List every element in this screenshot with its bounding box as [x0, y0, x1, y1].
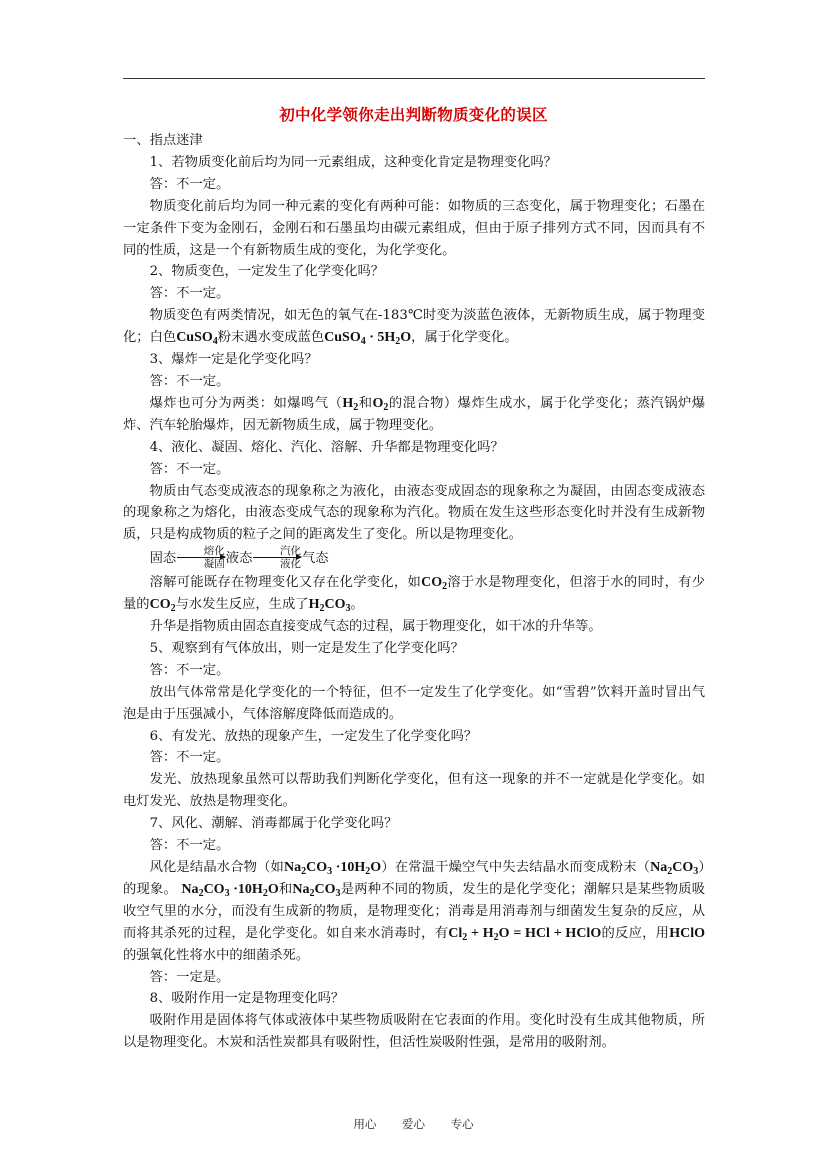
answer-7b: 答：一定是。 — [149, 969, 230, 985]
question-4: 4、液化、凝固、熔化、汽化、溶解、升华都是物理变化吗？ — [149, 439, 504, 455]
formula-co2: $CO_2$ — [149, 597, 176, 615]
formula-hclo: HClO — [669, 925, 706, 941]
answer-1: 答：不一定。 — [149, 176, 230, 192]
formula-na2co3: $Na_2CO_3$ — [292, 881, 341, 899]
formula-na2co3-10h2o: $Na_2CO_3 \cdot 10H_2O$ — [283, 860, 382, 877]
label-liquid: 液态 — [225, 551, 253, 567]
explanation-4: 物质由气态变成液态的现象称之为液化，由液态变成固态的现象称之为凝固，由固态变成液态的现象称之为熔化，由液态变成气态的现象称为汽化。物质在发生这些形态变化时并没有生成新物质，只是构成物质的粒子之间的距离发生了变化。所以是物理变化。 — [123, 483, 705, 543]
question-2: 2、物质变色，一定发生了化学变化吗？ — [149, 264, 385, 280]
sublimation-paragraph: 升华是指物质由固态直接变成气态的过程，属于物理变化，如干冰的升华等。 — [149, 619, 602, 635]
explanation-7: 风化是结晶水合物（如$Na_2CO_3 \cdot 10H_2O$）在常温干燥空气中失去结晶水而变成粉末$(Na_2CO_3)$的现象。 $Na_2CO_3 \cdot 10H_2O$和$Na_2CO_3$是两种不同的物质，发生的是化学变化；潮解只是某些物质吸收空气里的水分，而没有生成新的物质，是物理变化；消毒是用消毒剂与细菌发生复杂的反应，从而将其杀死的过程，是化学变化。如自来水消毒时，有$Cl_2 + H_2O$ = HCl + HClO的反应，用HClO的强氧化性将水中的细菌杀死。 — [123, 860, 706, 963]
arrow-melt-freeze: 熔化 凝固 — [177, 546, 225, 569]
explanation-8: 吸附作用是固体将气体或液体中某些物质吸附在它表面的作用。变化时没有生成其他物质，所以是物理变化。木炭和活性炭都具有吸附性，但活性炭吸附性强，是常用的吸附剂。 — [123, 1013, 705, 1051]
formula-h2co3: $H_2CO_3$ — [308, 597, 351, 615]
answer-3: 答：不一定。 — [149, 373, 230, 389]
question-8: 8、吸附作用一定是物理变化吗？ — [149, 991, 345, 1007]
header-rule — [123, 78, 705, 79]
document-body — [123, 130, 705, 1054]
state-change-diagram — [123, 546, 705, 572]
page-title: 初中化学领你走出判断物质变化的误区 — [279, 106, 548, 124]
explanation-3: 爆炸也可分为两类：如爆鸣气（$H_2$和$O_2$的混合物）爆炸生成水，属于化学变化；蒸汽锅炉爆炸、汽车轮胎爆炸，因无新物质生成，属于物理变化。 — [123, 395, 706, 433]
question-1: 1、若物质变化前后均为同一元素组成，这种变化肯定是物理变化吗？ — [149, 154, 557, 170]
question-7: 7、风化、潮解、消毒都属于化学变化吗？ — [149, 816, 398, 832]
formula-na2co3-10h2o: $Na_2CO_3 \cdot 10H_2O$ — [181, 881, 279, 899]
reaction-cl2-h2o: $Cl_2 + H_2O$ = HCl + HClO — [448, 925, 602, 943]
explanation-1: 物质变化前后均为同一种元素的变化有两种可能：如物质的三态变化，属于物理变化；石墨在一定条件下变为金刚石，金刚石和石墨虽均由碳元素组成，但由于原子排列方式不同，因而具有不同的性质，这是一个有新物质生成的变化，为化学变化。 — [123, 198, 705, 258]
label-solid: 固态 — [149, 551, 177, 567]
explanation-5: 放出气体常常是化学变化的一个特征，但不一定发生了化学变化。如“雪碧”饮料开盖时冒出气泡是由于压强减小，气体溶解度降低而造成的。 — [123, 684, 705, 722]
formula-o2: $O_2$ — [372, 395, 389, 413]
page-footer: 用心 爱心 专心 — [353, 1117, 474, 1131]
answer-6: 答：不一定。 — [149, 750, 230, 766]
answer-4: 答：不一定。 — [149, 461, 230, 477]
dissolve-paragraph: 溶解可能既存在物理变化又存在化学变化，如$CO_2$溶于水是物理变化，但溶于水的同时，有少量的$CO_2$与水发生反应，生成了$H_2CO_3$。 — [123, 575, 706, 615]
answer-7: 答：不一定。 — [149, 838, 230, 854]
arrow-vaporize-liquefy: 汽化 液化 — [253, 546, 301, 569]
question-3: 3、爆炸一定是化学变化吗？ — [149, 352, 318, 368]
formula-cuso4-5h2o: CuSO$_4$ · $5H_2O$ — [324, 330, 412, 348]
explanation-2: 物质变色有两类情况，如无色的氧气在-183℃时变为淡蓝色液体，无新物质生成，属于物理变化；白色CuSO$_4$粉末遇水变成蓝色CuSO$_4$ · $5H_2O$，属于化学变化。 — [123, 308, 705, 348]
label-gas: 气态 — [301, 551, 329, 567]
formula-h2: $H_2$ — [342, 395, 359, 413]
section-heading: 一、指点迷津 — [123, 133, 203, 148]
answer-5: 答：不一定。 — [149, 662, 230, 678]
answer-2: 答：不一定。 — [149, 286, 230, 302]
question-5: 5、观察到有气体放出，则一定是发生了化学变化吗？ — [149, 640, 464, 656]
explanation-6: 发光、放热现象虽然可以帮助我们判断化学变化，但有这一现象的并不一定就是化学变化。如电灯发光、放热是物理变化。 — [123, 772, 705, 810]
formula-cuso4: CuSO$_4$ — [176, 330, 218, 348]
formula-co2: $CO_2$ — [421, 575, 448, 593]
question-6: 6、有发光、放热的现象产生，一定发生了化学变化吗？ — [149, 728, 478, 744]
formula-na2co3: $Na_2CO_3$ — [650, 860, 699, 877]
